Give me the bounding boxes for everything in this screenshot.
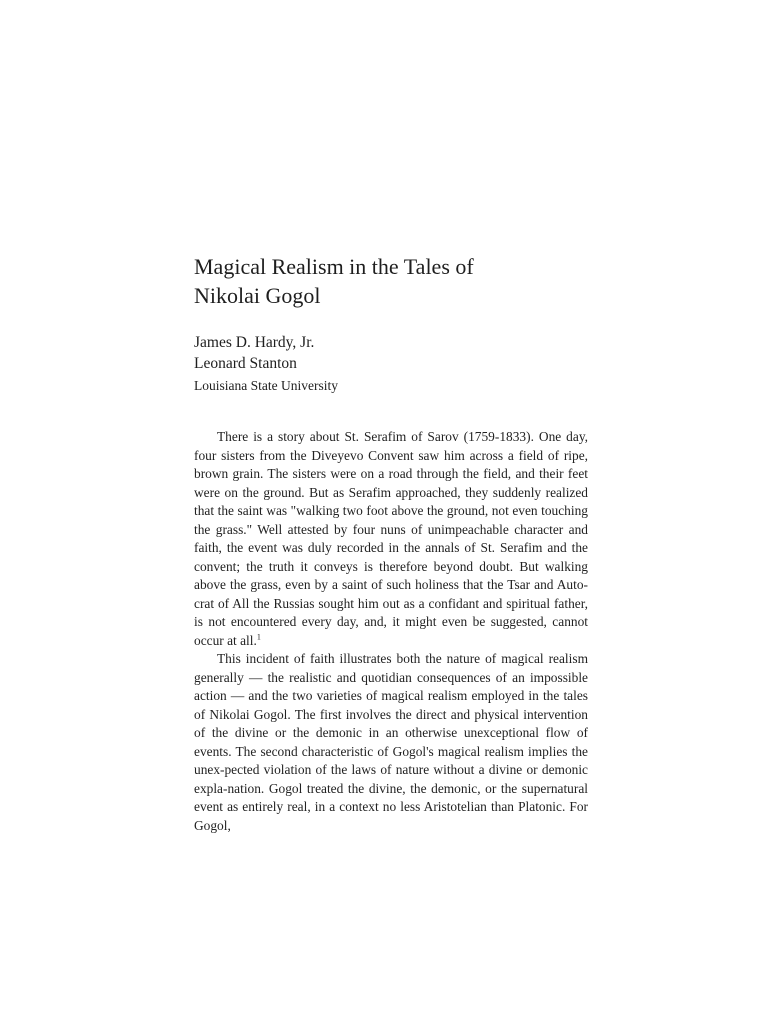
article-body xyxy=(194,428,588,835)
body-paragraph xyxy=(194,650,588,835)
paragraph-text: This incident of faith illustrates both the nature of magical realism generally — the realistic and quotidian consequences of an impossible action — and the two varieties of magical realism employed in the tales of Nikolai Gogol. The first involves the direct and physical intervention of the divine or the demonic in an otherwise unexceptional flow of events. The second characteristic of Gogol's magical realism implies the unex-pected violation of the laws of nature without a divine or demonic expla-nation. Gogol treated the divine, the demonic, or the supernatural event as entirely real, in a context no less Aristotelian than Platonic. For Gogol, xyxy=(194,651,588,833)
author-name: James D. Hardy, Jr. xyxy=(194,334,315,351)
body-paragraph xyxy=(194,428,588,650)
paragraph-text: There is a story about St. Serafim of Sarov (1759-1833). One day, four sisters from the Diveyevo Convent saw him across a field of ripe, brown grain. The sisters were on a road through the field, and their feet were on the ground. But as Serafim approached, they suddenly realized that the saint was "walking two foot above the ground, not even touching the grass." Well attested by four nuns of unimpeachable character and faith, the event was duly recorded in the annals of St. Serafim and the convent; the truth it conveys is therefore beyond doubt. But walking above the grass, even by a saint of such holiness that the Tsar and Auto-crat of All the Russias sought him out as a confidant and spiritual father, is not encountered every day, and, it might even be suggested, cannot occur at all. xyxy=(194,429,588,648)
author-affiliation: Louisiana State University xyxy=(194,378,338,393)
author-block xyxy=(194,332,574,396)
article-title xyxy=(194,252,594,310)
footnote-marker[interactable]: 1 xyxy=(256,632,261,642)
author-name: Leonard Stanton xyxy=(194,355,297,372)
title-line-1: Magical Realism in the Tales of xyxy=(194,254,474,279)
title-line-2: Nikolai Gogol xyxy=(194,283,321,308)
